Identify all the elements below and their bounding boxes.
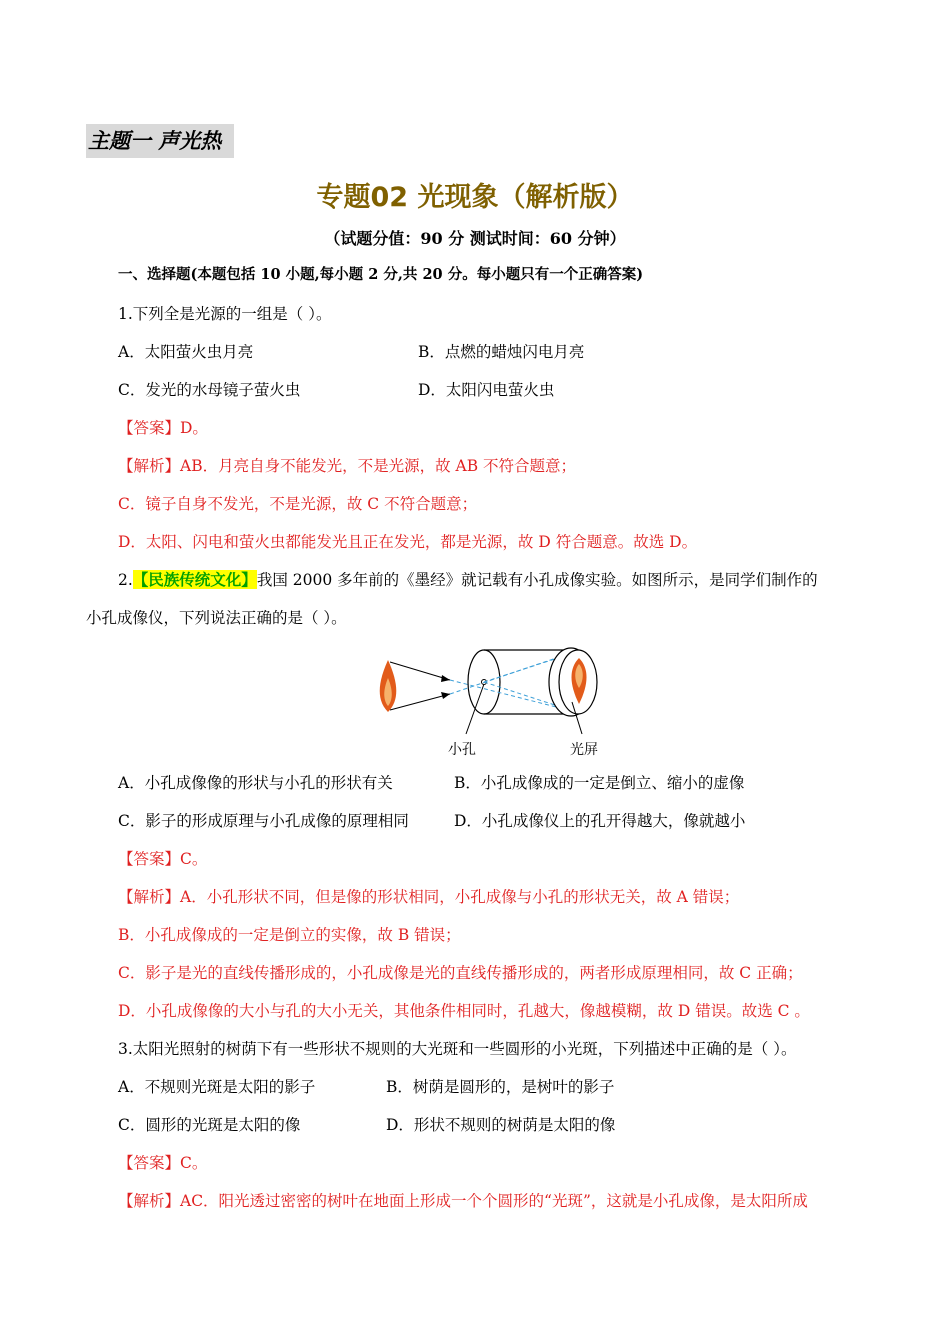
q1-answer: 【答案】D。 [118,419,208,437]
q2-analysis-4: D．小孔成像像的大小与孔的大小无关，其他条件相同时，孔越大，像越模糊，故 D 错误。故选 C 。 [118,1002,810,1020]
q2-option-b: B．小孔成像成的一定是倒立、缩小的虚像 [454,774,745,792]
q1-analysis-1: 【解析】AB．月亮自身不能发光，不是光源，故 AB 不符合题意； [118,457,577,475]
figure-label-hole: 小孔 [448,742,476,758]
q2-option-c: C．影子的形成原理与小孔成像的原理相同 [118,812,409,830]
q2-analysis-1: 【解析】A．小孔形状不同，但是像的形状相同，小孔成像与小孔的形状无关，故 A 错误； [118,888,740,906]
q1-option-c: C．发光的水母镜子萤火虫 [118,381,301,399]
section-heading: 一、选择题(本题包括 10 小题,每小题 2 分,共 20 分。每小题只有一个正确答案) [118,266,644,283]
q2-option-a: A．小孔成像像的形状与小孔的形状有关 [118,774,393,792]
q1-analysis-2: C．镜子自身不发光，不是光源，故 C 不符合题意； [118,495,478,513]
q1-option-b: B．点燃的蜡烛闪电月亮 [418,343,585,361]
q3-option-a: A．不规则光斑是太阳的影子 [118,1078,316,1096]
q2-stem [118,568,818,590]
q1-option-d: D．太阳闪电萤火虫 [418,381,555,399]
q2-answer: 【答案】C。 [118,850,208,868]
q3-option-c: C．圆形的光斑是太阳的像 [118,1116,301,1134]
q2-tag: 【民族传统文化】 [132,570,257,589]
q3-analysis-1: 【解析】AC．阳光透过密密的树叶在地面上形成一个个圆形的“光斑”，这就是小孔成像，是太阳所成 [118,1192,808,1210]
pinhole-camera-figure [368,642,608,766]
q3-answer: 【答案】C。 [118,1154,208,1172]
q2-stem-line2: 小孔成像仪，下列说法正确的是（ ）。 [86,609,347,627]
q2-number: 2. [118,571,133,589]
q1-analysis-3: D．太阳、闪电和萤火虫都能发光且正在发光，都是光源，故 D 符合题意。故选 D。 [118,533,698,551]
candle-flame-icon [380,660,397,712]
q3-stem: 3.太阳光照射的树荫下有一些形状不规则的大光斑和一些圆形的小光斑，下列描述中正确的是（ ）。 [118,1040,797,1058]
q3-option-d: D．形状不规则的树荫是太阳的像 [386,1116,616,1134]
q1-stem: 1.下列全是光源的一组是（ ）。 [118,305,332,323]
theme-label: 主题一 声光热 [86,124,234,158]
page-subtitle: （试题分值：90 分 测试时间：60 分钟） [324,229,626,248]
q2-stem-rest: 我国 2000 多年前的《墨经》就记载有小孔成像实验。如图所示，是同学们制作的 [256,571,818,589]
q3-option-b: B．树荫是圆形的，是树叶的影子 [386,1078,615,1096]
q2-analysis-2: B．小孔成像成的一定是倒立的实像，故 B 错误； [118,926,461,944]
page-title: 专题02 光现象（解析版） [316,182,634,213]
figure-label-screen: 光屏 [570,742,598,758]
q2-option-d: D．小孔成像仪上的孔开得越大，像就越小 [454,812,746,830]
q2-analysis-3: C．影子是光的直线传播形成的，小孔成像是光的直线传播形成的，两者形成原理相同，故 C 正确； [118,964,803,982]
q1-option-a: A．太阳萤火虫月亮 [118,343,254,361]
